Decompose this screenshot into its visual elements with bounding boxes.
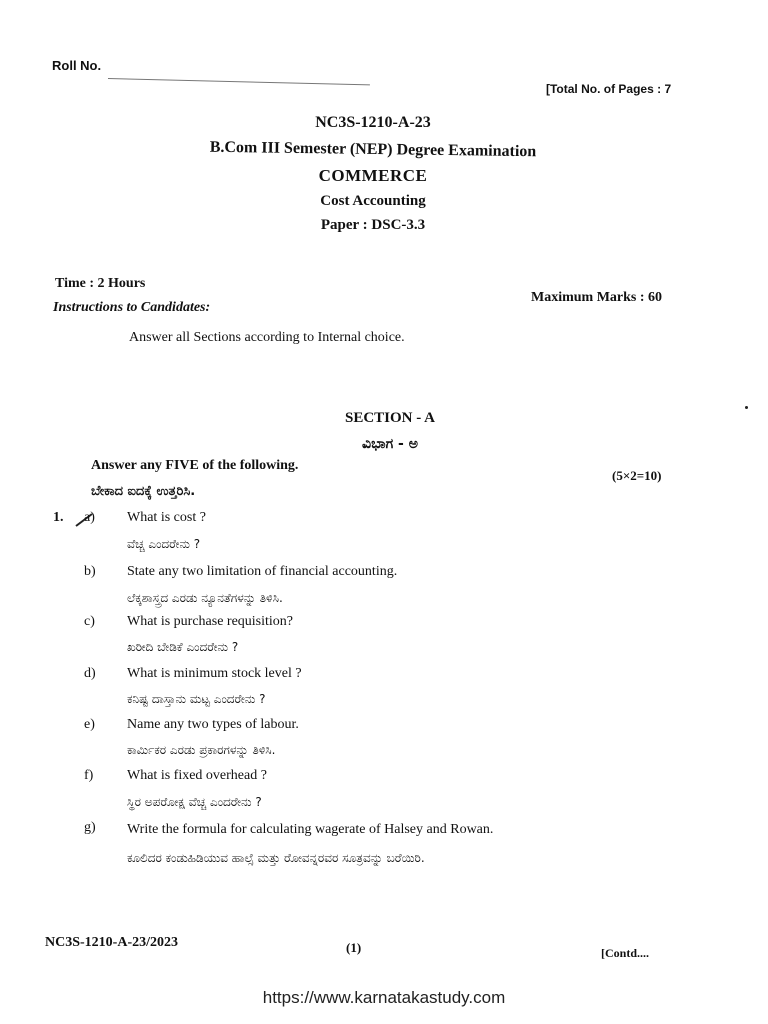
max-marks: Maximum Marks : 60: [531, 290, 663, 305]
section-title: SECTION - A: [344, 410, 436, 426]
question-number: 1.: [53, 510, 64, 525]
question-letter: g): [84, 820, 96, 835]
question-text: What is cost ?: [127, 510, 206, 525]
question-text: Write the formula for calculating wagerate of Halsey and Rowan.: [127, 822, 494, 837]
paper-number: Paper : DSC-3.3: [320, 217, 426, 233]
question-text-kannada: ಲೆಕ್ಕಶಾಸ್ತ್ರದ ಎರಡು ನ್ಯೂನತೆಗಳನ್ನು ತಿಳಿಸಿ.: [127, 591, 283, 605]
question-text-kannada: ಕೂಲಿದರ ಕಂಡುಹಿಡಿಯುವ ಹಾಲ್ಸೆ ಮತ್ತು ರೋವನ್ನರವರ ಸೂತ್ರವನ್ನು ಬರೆಯಿರಿ.: [127, 851, 425, 865]
question-text-kannada: ವೆಚ್ಚ ಎಂದರೇನು ?: [127, 537, 201, 551]
question-text: What is fixed overhead ?: [127, 768, 267, 783]
section-instruction: Answer any FIVE of the following.: [91, 458, 299, 473]
time-allowed: Time : 2 Hours: [55, 276, 146, 291]
instructions-label: Instructions to Candidates:: [53, 300, 211, 315]
question-letter: d): [84, 666, 96, 681]
question-text-kannada: ಕನಿಷ್ಟ ದಾಸ್ತಾನು ಮಟ್ಟ ಎಂದರೇನು ?: [127, 692, 266, 706]
footer-paper-code: NC3S-1210-A-23/2023: [45, 935, 178, 950]
total-pages: [Total No. of Pages : 7: [546, 82, 672, 96]
section-title-kannada: ವಿಭಾಗ - ಅ: [362, 436, 418, 452]
course-title: Cost Accounting: [320, 193, 426, 209]
question-letter: b): [84, 564, 96, 579]
question-text: State any two limitation of financial accounting.: [127, 564, 398, 579]
question-text-kannada: ಖರೀದಿ ಬೇಡಿಕೆ ಎಂದರೇನು ?: [127, 640, 239, 654]
roll-no-label: Roll No.: [52, 58, 102, 73]
question-text: What is minimum stock level ?: [127, 666, 302, 681]
exam-title: B.Com III Semester (NEP) Degree Examination: [209, 138, 537, 161]
question-text-kannada: ಕಾರ್ಮಿಕರ ಎರಡು ಪ್ರಕಾರಗಳನ್ನು ತಿಳಿಸಿ.: [127, 743, 276, 757]
section-instruction-kannada: ಬೇಕಾದ ಐದಕ್ಕೆ ಉತ್ತರಿಸಿ.: [91, 484, 196, 499]
question-text: Name any two types of labour.: [127, 717, 299, 732]
paper-code: NC3S-1210-A-23: [315, 114, 431, 131]
continued-label: [Contd....: [601, 946, 650, 960]
roll-no-line: [108, 78, 370, 85]
question-text-kannada: ಸ್ಥಿರ ಅಪರೋಕ್ಷ ವೆಚ್ಚ ಎಂದರೇನು ?: [127, 795, 262, 809]
page-number: (1): [346, 940, 362, 955]
question-letter: e): [84, 717, 95, 732]
website-url: https://www.karnatakastudy.com: [262, 988, 506, 1007]
question-text: What is purchase requisition?: [127, 614, 294, 629]
section-marks: (5×2=10): [612, 468, 662, 483]
question-letter: c): [84, 614, 95, 629]
question-letter: a): [84, 510, 95, 525]
instruction-text: Answer all Sections according to Internal choice.: [129, 330, 405, 345]
question-letter: f): [84, 768, 94, 783]
speck: [745, 406, 748, 409]
subject-title: COMMERCE: [318, 166, 428, 185]
